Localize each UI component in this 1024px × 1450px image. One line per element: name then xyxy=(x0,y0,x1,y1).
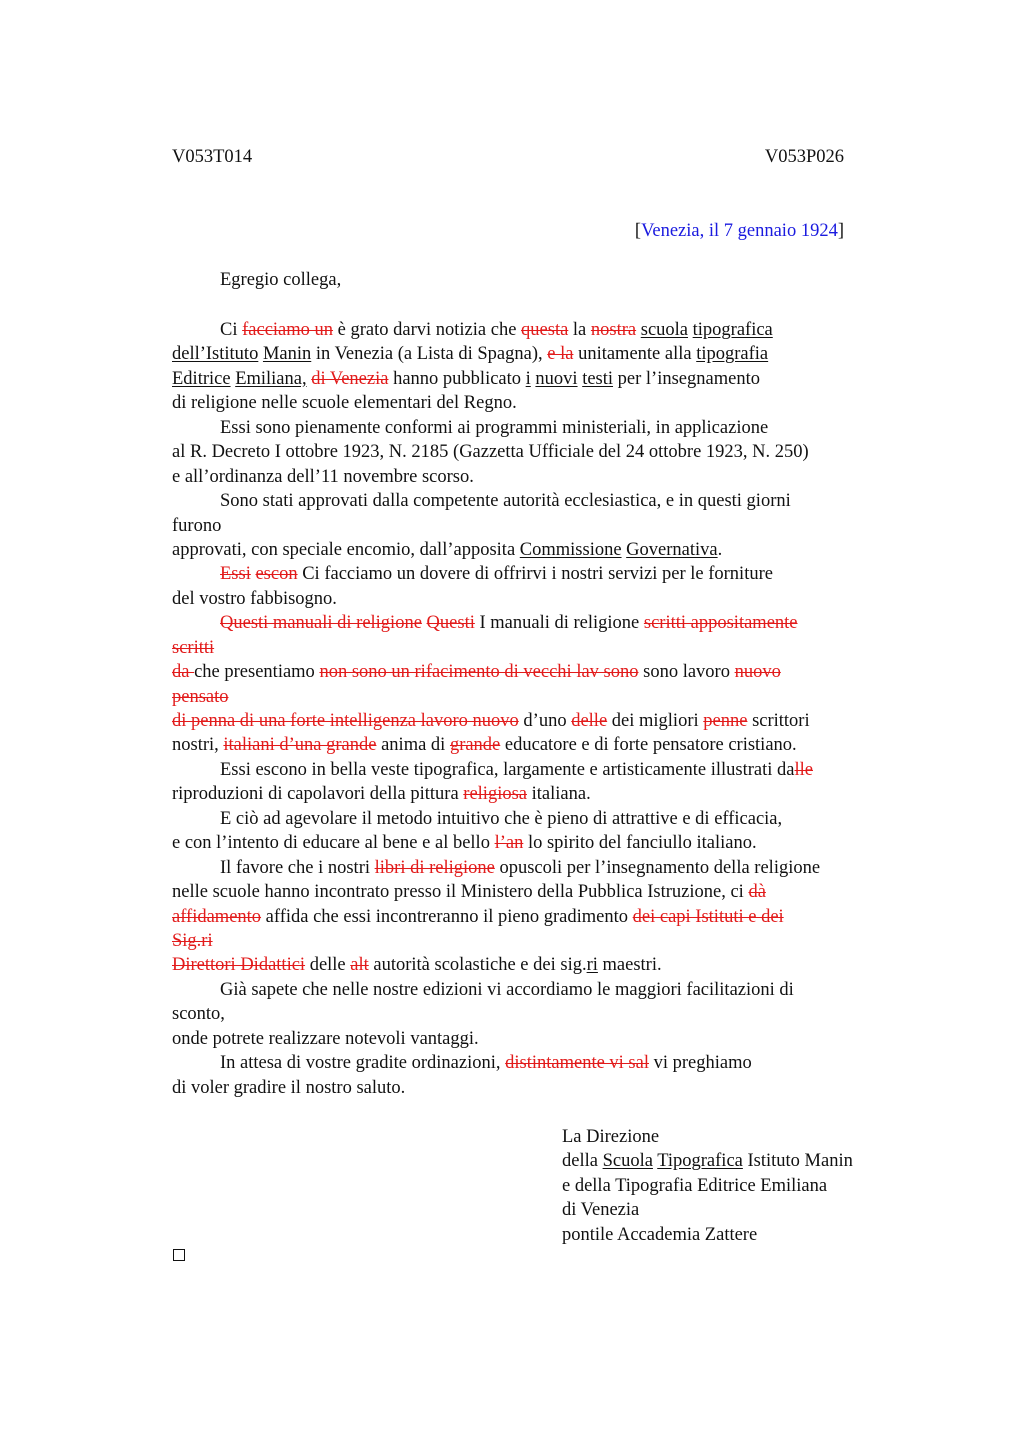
document-codes xyxy=(172,147,844,168)
text-run: In attesa di vostre gradite ordinazioni, xyxy=(220,1053,506,1074)
body-line xyxy=(172,538,902,562)
struck-text: alt xyxy=(350,955,369,976)
body-line xyxy=(172,880,902,904)
struck-text: Essi xyxy=(220,564,251,585)
struck-text: grande xyxy=(449,735,501,756)
letter-body xyxy=(172,318,902,1100)
body-line xyxy=(172,1027,902,1051)
underlined-text: Emiliana, xyxy=(235,368,307,389)
signature-line xyxy=(562,1125,853,1149)
body-line xyxy=(172,660,902,684)
letter-date xyxy=(635,221,844,242)
text-run: opuscoli per l’insegnamento della religione xyxy=(494,857,821,878)
text-run: sono lavoro xyxy=(638,662,735,683)
text-run: Essi sono pienamente conformi ai programmi ministeriali, in applicazione xyxy=(220,417,769,438)
underlined-text: Editrice xyxy=(172,368,231,389)
text-run: nostri, xyxy=(172,735,224,756)
text-run: in Venezia (a Lista di Spagna), xyxy=(311,344,548,365)
struck-text: dei capi Istituti e dei xyxy=(632,906,784,927)
struck-text: Questi manuali di religione xyxy=(220,613,422,634)
body-line xyxy=(172,1076,902,1100)
text-run: sconto, xyxy=(172,1004,225,1025)
body-line xyxy=(172,831,902,855)
text-run: onde potrete realizzare notevoli vantaggi. xyxy=(172,1028,479,1049)
body-line xyxy=(172,514,902,538)
text-run: di Venezia xyxy=(562,1200,640,1221)
struck-text: e la xyxy=(547,344,574,365)
text-run: unitamente alla xyxy=(573,344,697,365)
text-run: che presentiamo xyxy=(194,662,320,683)
underlined-text: tipografia xyxy=(696,344,769,365)
body-line xyxy=(172,856,902,880)
body-line xyxy=(172,1051,902,1075)
text-run: della xyxy=(562,1151,603,1172)
text-run: furono xyxy=(172,515,222,536)
underlined-text: nuovi xyxy=(535,368,578,389)
underlined-text: testi xyxy=(582,368,614,389)
body-line xyxy=(172,342,902,366)
signature-block xyxy=(562,1125,853,1247)
struck-text: religiosa xyxy=(463,784,527,805)
text-run: al R. Decreto I ottobre 1923, N. 2185 (Gazzetta Ufficiale del 24 ottobre 1923, N. 250) xyxy=(172,442,809,463)
text-run: educatore e di forte pensatore cristiano. xyxy=(500,735,797,756)
signature-line xyxy=(562,1174,853,1198)
text-run: nelle scuole hanno incontrato presso il Ministero della Pubblica Istruzione, ci xyxy=(172,882,749,903)
text-run: lo spirito del fanciullo italiano. xyxy=(523,833,757,854)
struck-text: penne xyxy=(703,711,748,731)
body-line xyxy=(172,709,902,733)
text-run: e della Tipografia Editrice Emiliana xyxy=(562,1175,828,1196)
body-line xyxy=(172,440,902,464)
struck-text: scritti appositamente xyxy=(643,613,798,634)
struck-text: Questi xyxy=(426,613,475,634)
text-run: Essi escono in bella veste tipografica, largamente e artisticamente illustrati da xyxy=(220,759,795,780)
body-line xyxy=(172,1002,902,1026)
body-line xyxy=(172,782,902,806)
text-run: I manuali di religione xyxy=(474,613,644,634)
text-run: pontile Accademia Zattere xyxy=(562,1224,758,1245)
struck-text: escon xyxy=(255,564,298,585)
underlined-text: i xyxy=(525,368,531,389)
date-text: Venezia, il 7 gennaio 1924 xyxy=(641,221,838,241)
text-run: hanno pubblicato xyxy=(388,368,526,389)
body-line xyxy=(172,905,902,929)
text-run: E ciò ad agevolare il metodo intuitivo che è pieno di attrattive e di efficacia, xyxy=(220,808,783,829)
underlined-text: scuola xyxy=(640,320,689,340)
struck-text: da xyxy=(172,662,195,683)
underlined-text: Commissione xyxy=(519,539,622,560)
struck-text: l’an xyxy=(494,833,524,854)
text-run: riproduzioni di capolavori della pittura xyxy=(172,784,464,805)
code-left: V053T014 xyxy=(172,147,253,167)
underlined-text: ri xyxy=(586,955,598,976)
body-line xyxy=(172,587,902,611)
text-run: scrittori xyxy=(747,711,810,731)
text-run: La Direzione xyxy=(562,1127,660,1147)
body-line xyxy=(172,318,902,342)
underlined-text: dell’Istituto xyxy=(172,344,259,365)
underlined-text: Manin xyxy=(262,344,312,365)
text-run: Già sapete che nelle nostre edizioni vi accordiamo le maggiori facilitazioni di xyxy=(220,979,794,1000)
body-line xyxy=(172,391,902,415)
text-run: del vostro fabbisogno. xyxy=(172,588,337,609)
text-run: per l’insegnamento xyxy=(613,368,760,389)
checkbox-square-icon xyxy=(173,1249,185,1261)
struck-text: delle xyxy=(571,711,608,731)
underlined-text: Governativa xyxy=(626,539,718,560)
struck-text: di Venezia xyxy=(311,368,389,389)
body-line xyxy=(172,367,902,391)
text-run: Ci facciamo un dovere di offrirvi i nostri servizi per le forniture xyxy=(297,564,773,585)
text-run: Il favore che i nostri xyxy=(220,857,375,878)
struck-text: questa xyxy=(521,320,569,340)
text-run: è grato darvi notizia che xyxy=(333,320,522,340)
date-bracket-close: ] xyxy=(837,221,844,241)
signature-line xyxy=(562,1223,853,1247)
struck-text: libri di religione xyxy=(374,857,495,878)
date-bracket-open: [ xyxy=(634,221,642,241)
text-run: e all’ordinanza dell’11 novembre scorso. xyxy=(172,466,474,487)
text-run: anima di xyxy=(376,735,450,756)
body-line xyxy=(172,685,902,709)
struck-text: nostra xyxy=(590,320,637,340)
text-run: maestri. xyxy=(597,955,662,976)
text-run: d’uno xyxy=(518,711,572,731)
body-line xyxy=(172,978,902,1002)
signature-line xyxy=(562,1149,853,1173)
struck-text: di penna di una forte intelligenza lavoro nuovo xyxy=(172,711,519,731)
text-run: dei migliori xyxy=(607,711,704,731)
body-line xyxy=(172,807,902,831)
struck-text: Direttori Didattici xyxy=(172,955,306,976)
struck-text: non sono un rifacimento di vecchi lav sono xyxy=(319,662,639,683)
text-run: Sono stati approvati dalla competente autorità ecclesiastica, e in questi giorni xyxy=(220,491,791,512)
text-run: di religione nelle scuole elementari del Regno. xyxy=(172,393,517,414)
underlined-text: Tipografica xyxy=(657,1151,743,1172)
struck-text: dà xyxy=(748,882,766,903)
struck-text: italiani d’una grande xyxy=(223,735,377,756)
text-run: autorità scolastiche e dei sig. xyxy=(368,955,587,976)
text-run: Istituto Manin xyxy=(742,1151,853,1172)
body-line xyxy=(172,953,902,977)
body-line xyxy=(172,562,902,586)
body-line xyxy=(172,758,902,782)
struck-text: Sig.ri xyxy=(172,930,213,951)
body-line xyxy=(172,611,902,635)
body-line xyxy=(172,733,902,757)
text-run: di voler gradire il nostro saluto. xyxy=(172,1077,406,1098)
text-run: approvati, con speciale encomio, dall’apposita xyxy=(172,539,520,560)
body-line xyxy=(172,636,902,660)
text-run: delle xyxy=(305,955,351,976)
struck-text: distintamente vi sal xyxy=(505,1053,649,1074)
text-run: la xyxy=(568,320,591,340)
body-line xyxy=(172,416,902,440)
struck-text: affidamento xyxy=(172,906,262,927)
struck-text: pensato xyxy=(172,686,229,707)
struck-text: scritti xyxy=(172,637,215,658)
struck-text: facciamo un xyxy=(242,320,334,340)
text-run: vi preghiamo xyxy=(649,1053,752,1074)
struck-text: lle xyxy=(794,759,813,780)
text-run: Ci xyxy=(220,320,243,340)
salutation: Egregio collega, xyxy=(220,270,342,290)
signature-line xyxy=(562,1198,853,1222)
text-run: affida che essi incontreranno il pieno gradimento xyxy=(261,906,633,927)
text-run: e con l’intento di educare al bene e al bello xyxy=(172,833,495,854)
text-run: italiana. xyxy=(527,784,591,805)
body-line xyxy=(172,465,902,489)
body-line xyxy=(172,929,902,953)
body-line xyxy=(172,489,902,513)
struck-text: nuovo xyxy=(734,662,781,683)
text-run: . xyxy=(717,539,723,560)
underlined-text: tipografica xyxy=(692,320,773,340)
underlined-text: Scuola xyxy=(602,1151,653,1172)
code-right: V053P026 xyxy=(764,147,844,167)
